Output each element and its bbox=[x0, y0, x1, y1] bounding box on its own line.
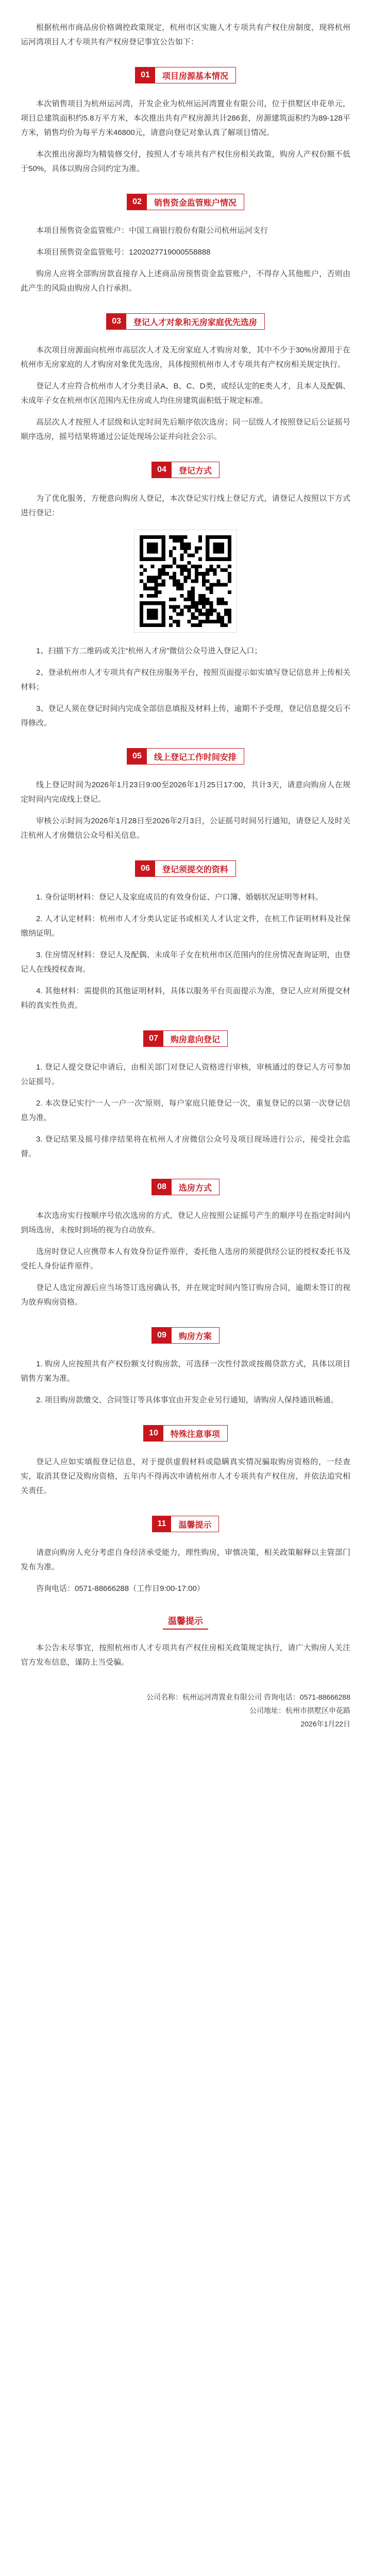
section-04 bbox=[21, 462, 350, 731]
section-paragraph: 高层次人才按照人才层级和认定时间先后顺序依次选房；同一层级人才按照登记后公证摇号顺序选房，摇号结果将通过公证处现场公证并向社会公示。 bbox=[21, 418, 350, 441]
section-badge bbox=[143, 1425, 228, 1442]
section-paragraph: 3. 登记结果及摇号排序结果将在杭州人才房微信公众号及项目现场进行公示，接受社会监督。 bbox=[21, 1135, 350, 1158]
section-10 bbox=[21, 1425, 350, 1498]
section-header bbox=[21, 1179, 350, 1195]
section-number: 08 bbox=[152, 1179, 172, 1195]
section-paragraph: 请意向购房人充分考虑自身经济承受能力，理性购房，审慎决策，相关政策解释以主管部门发布为准。 bbox=[21, 1548, 350, 1571]
section-badge bbox=[127, 194, 244, 210]
section-header bbox=[21, 194, 350, 210]
section-paragraph: 线上登记时间为2026年1月23日9:00至2026年1月25日17:00，共计3天，请意向购房人在规定时间内完成线上登记。 bbox=[21, 781, 350, 804]
section-number: 04 bbox=[152, 462, 172, 478]
section-number: 11 bbox=[153, 1516, 172, 1532]
section-title: 登记方式 bbox=[178, 466, 212, 476]
footer-address: 公司地址：杭州市拱墅区申花路 bbox=[249, 1706, 350, 1715]
section-title: 线上登记工作时间安排 bbox=[154, 753, 237, 762]
section-paragraph: 为了优化服务，方便意向购房人登记，本次登记实行线上登记方式，请登记人按照以下方式进行登记： bbox=[21, 494, 350, 517]
section-paragraph: 2. 本次登记实行“一人一户一次”原则，每户家庭只能登记一次，重复登记的以第一次登记信息为准。 bbox=[21, 1099, 350, 1122]
section-badge bbox=[135, 860, 236, 877]
section-title: 购房方案 bbox=[178, 1332, 212, 1341]
section-number: 09 bbox=[152, 1328, 172, 1343]
section-09 bbox=[21, 1327, 350, 1408]
footer-date: 2026年1月22日 bbox=[300, 1720, 350, 1728]
qr-code-icon[interactable] bbox=[134, 530, 237, 633]
section-paragraph: 2. 人才认定材料：杭州市人才分类认定证书或相关人才认定文件，在杭工作证明材料及社保缴纳证明。 bbox=[21, 914, 350, 938]
section-title: 选房方式 bbox=[178, 1183, 212, 1193]
section-badge bbox=[151, 1179, 220, 1195]
section-number: 02 bbox=[127, 194, 147, 210]
section-number: 03 bbox=[107, 314, 126, 329]
section-number: 06 bbox=[136, 861, 155, 876]
section-11 bbox=[21, 1516, 350, 1596]
section-title: 购房意向登记 bbox=[170, 1035, 220, 1044]
closing-paragraph: 本公告未尽事宜，按照杭州市人才专项共有产权住房相关政策规定执行，请广大购房人关注官方发布信息，谨防上当受骗。 bbox=[21, 1643, 350, 1667]
section-header bbox=[21, 860, 350, 877]
section-paragraph: 1. 登记人提交登记申请后，由相关部门对登记人资格进行审核，审核通过的登记人方可参加公证摇号。 bbox=[21, 1063, 350, 1086]
section-paragraph: 1. 购房人应按照共有产权份额支付购房款，可选择一次性付款或按揭贷款方式，具体以项目销售方案为准。 bbox=[21, 1360, 350, 1383]
section-header bbox=[21, 1516, 350, 1532]
section-title: 温馨提示 bbox=[178, 1520, 212, 1530]
section-title: 登记须提交的资料 bbox=[162, 865, 228, 874]
section-header bbox=[21, 313, 350, 330]
closing-title: 温馨提示 bbox=[163, 1614, 208, 1630]
section-07 bbox=[21, 1030, 350, 1161]
section-paragraph: 2、登录杭州市人才专项共有产权住房服务平台，按照页面提示如实填写登记信息并上传相关材料； bbox=[21, 668, 350, 691]
section-number: 07 bbox=[144, 1031, 163, 1046]
section-paragraph: 咨询电话：0571-88666288（工作日9:00-17:00） bbox=[36, 1584, 205, 1593]
closing-header bbox=[21, 1614, 350, 1630]
qr-code-wrapper bbox=[21, 530, 350, 633]
section-header bbox=[21, 748, 350, 765]
section-02 bbox=[21, 194, 350, 296]
section-paragraph: 本项目预售资金监管账户：中国工商银行股份有限公司杭州运河支行 bbox=[36, 226, 268, 235]
section-paragraph: 本次选房实行按顺序号依次选房的方式，登记人应按照公证摇号产生的顺序号在指定时间内到场选房，未按时到场的视为自动放弃。 bbox=[21, 1211, 350, 1234]
section-number: 01 bbox=[136, 67, 155, 83]
section-title: 销售资金监管账户情况 bbox=[154, 198, 237, 208]
section-paragraph: 1. 身份证明材料：登记人及家庭成员的有效身份证、户口簿、婚姻状况证明等材料。 bbox=[36, 893, 323, 902]
section-header bbox=[21, 1425, 350, 1442]
sections-container bbox=[21, 67, 350, 1596]
footer bbox=[21, 1690, 350, 1731]
section-badge bbox=[143, 1030, 228, 1047]
section-paragraph: 本次销售项目为杭州运河湾，开发企业为杭州运河湾置业有限公司，位于拱墅区申花单元，项目总建筑面积约5.8万平方米，本次推出共有产权房源共计286套，房源建筑面积约为89-128平方米，销售均价为每平方米46800元，请意向登记对象认真了解项目情况。 bbox=[21, 99, 350, 137]
section-paragraph: 审核公示时间为2026年1月28日至2026年2月3日，公证摇号时间另行通知，请登记人及时关注杭州人才房微信公众号相关信息。 bbox=[21, 817, 350, 840]
section-paragraph: 本次项目房源面向杭州市高层次人才及无房家庭人才购房对象，其中不少于30%房源用于在杭州市无房家庭的人才购房对象优先选房，具体按照杭州市人才专项共有产权房相关规定执行。 bbox=[21, 346, 350, 369]
section-badge bbox=[151, 1327, 220, 1344]
section-badge bbox=[135, 67, 236, 83]
section-03 bbox=[21, 313, 350, 444]
section-header bbox=[21, 67, 350, 83]
section-paragraph: 4. 其他材料：需提供的其他证明材料，具体以服务平台页面提示为准，登记人应对所提交材料的真实性负责。 bbox=[21, 987, 350, 1010]
section-badge bbox=[106, 313, 265, 330]
section-paragraph: 本项目预售资金监管账号：1202027719000558888 bbox=[36, 248, 211, 257]
section-paragraph: 登记人才应符合杭州市人才分类目录A、B、C、D类，或经认定的E类人才，且本人及配偶、未成年子女在杭州市区范围内无住房或人均住房建筑面积低于规定标准。 bbox=[21, 382, 350, 405]
section-paragraph: 2. 项目购房款缴交、合同签订等具体事宜由开发企业另行通知，请购房人保持通讯畅通。 bbox=[36, 1396, 339, 1404]
section-paragraph: 登记人选定房源后应当场签订选房确认书，并在规定时间内签订购房合同，逾期未签订的视为放弃购房资格。 bbox=[21, 1283, 350, 1307]
section-08 bbox=[21, 1179, 350, 1310]
section-paragraph: 选房时登记人应携带本人有效身份证件原件，委托他人选房的须提供经公证的授权委托书及受托人身份证件原件。 bbox=[21, 1247, 350, 1270]
section-paragraph: 购房人应将全部购房款直接存入上述商品房预售资金监管账户，不得存入其他账户，否则由此产生的风险由购房人自行承担。 bbox=[21, 269, 350, 293]
section-paragraph: 1、扫描下方二维码或关注“杭州人才房”微信公众号进入登记入口； bbox=[36, 647, 262, 655]
section-number: 05 bbox=[127, 749, 147, 764]
section-number: 10 bbox=[144, 1426, 163, 1441]
section-badge bbox=[152, 1516, 220, 1532]
footer-contact: 公司名称：杭州运河湾置业有限公司 咨询电话：0571-88666288 bbox=[146, 1693, 350, 1701]
section-header bbox=[21, 1327, 350, 1344]
section-paragraph: 登记人应如实填报登记信息，对于提供虚假材料或隐瞒真实情况骗取购房资格的，一经查实，取消其登记及购房资格，五年内不得再次申请杭州市人才专项共有产权住房，并依法追究相关责任。 bbox=[21, 1458, 350, 1495]
section-badge bbox=[127, 748, 244, 765]
section-title: 项目房源基本情况 bbox=[162, 72, 228, 81]
intro-paragraph: 根据杭州市商品房价格调控政策规定，杭州市区实施人才专项共有产权住房制度，现将杭州运河湾项目人才专项共有产权房登记事宜公告如下： bbox=[21, 23, 350, 46]
section-header bbox=[21, 462, 350, 478]
section-badge bbox=[151, 462, 220, 478]
section-06 bbox=[21, 860, 350, 1013]
section-paragraph: 3. 住房情况材料：登记人及配偶、未成年子女在杭州市区范围内的住房情况查询证明，由登记人在线授权查询。 bbox=[21, 951, 350, 974]
section-01 bbox=[21, 67, 350, 176]
section-paragraph: 3、登记人须在登记时间内完成全部信息填报及材料上传，逾期不予受理，登记信息提交后不得修改。 bbox=[21, 704, 350, 727]
closing-paragraphs bbox=[21, 1641, 350, 1670]
section-title: 特殊注意事项 bbox=[170, 1430, 220, 1439]
section-title: 登记人才对象和无房家庭优先选房 bbox=[133, 318, 257, 327]
section-05 bbox=[21, 748, 350, 843]
section-paragraph: 本次推出房源均为精装修交付，按照人才专项共有产权住房相关政策，购房人产权份额不低于50%，具体以购房合同约定为准。 bbox=[21, 150, 350, 173]
section-header bbox=[21, 1030, 350, 1047]
